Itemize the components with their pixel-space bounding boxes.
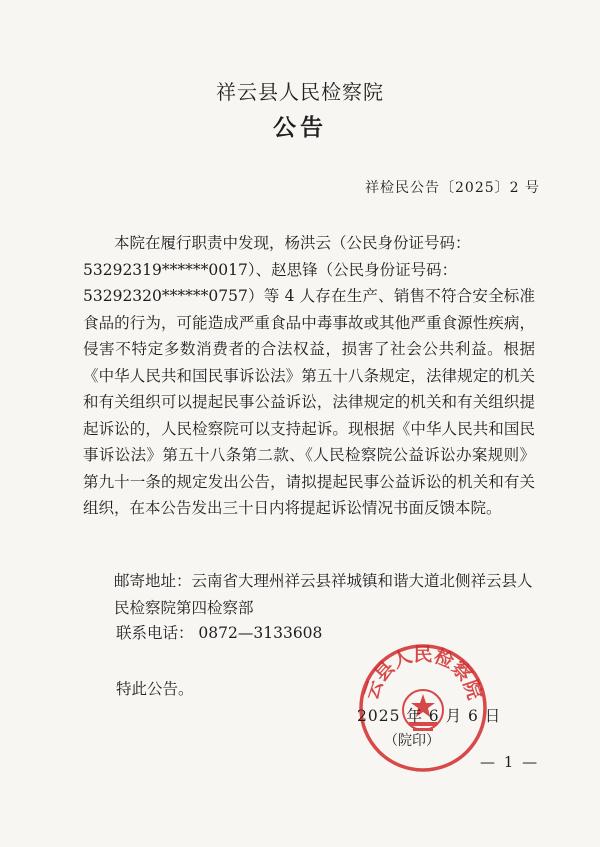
mailing-address-text: 邮寄地址：云南省大理州祥云县祥城镇和谐大道北侧祥云县人民检察院第四检察部 [114,572,533,617]
svg-text:云县人民检察院 [360,644,486,703]
document-number: 祥检民公告〔2025〕2 号 [365,180,540,196]
body-line-1: 本院在履行职责中发现，杨洪云（公民身份证号码： [114,234,471,252]
organization-name: 祥云县人民检察院 [216,80,384,104]
page-number: — 1 — [480,753,540,771]
body-paragraph: 53292320******0757）等 4 人存在生产、销售不符合安全标准食品的行为，可能造成严重食品中毒事故或其他严重食源性疾病，侵害不特定多数消费者的合法权益，损害了社会公共利益。根据《中华人民共和国民事诉讼法》第五十八条规定，法律规定的机关和有关组织可以提起民事公益诉讼，法律规定的机关和有关组织提起诉讼的，人民检察院可以支持起诉。现根据《中华人民共和国民事诉讼法》第五十八条第二款、《人民检察院公益诉讼办案规则》第九十一条的规定发出公告，请拟提起民事公益诉讼的机关和有关组织，在本公告发出三十日内将提起诉讼情况书面反馈本院。 [83,287,535,517]
seal-text: 云县人民检察院 [360,643,486,703]
mailing-address [83,568,535,621]
issue-date: 2025 年 6 月 6 日 [357,707,502,725]
document-title: 公告 [273,115,327,141]
body-line-2: 53292319******0017）、赵思锋（公民身份证号码： [83,260,458,279]
announcement-body [83,230,535,522]
closing-statement: 特此公告。 [116,680,194,698]
seal-note: （院印） [384,733,440,749]
contact-phone: 联系电话： 0872—3133608 [116,624,323,642]
